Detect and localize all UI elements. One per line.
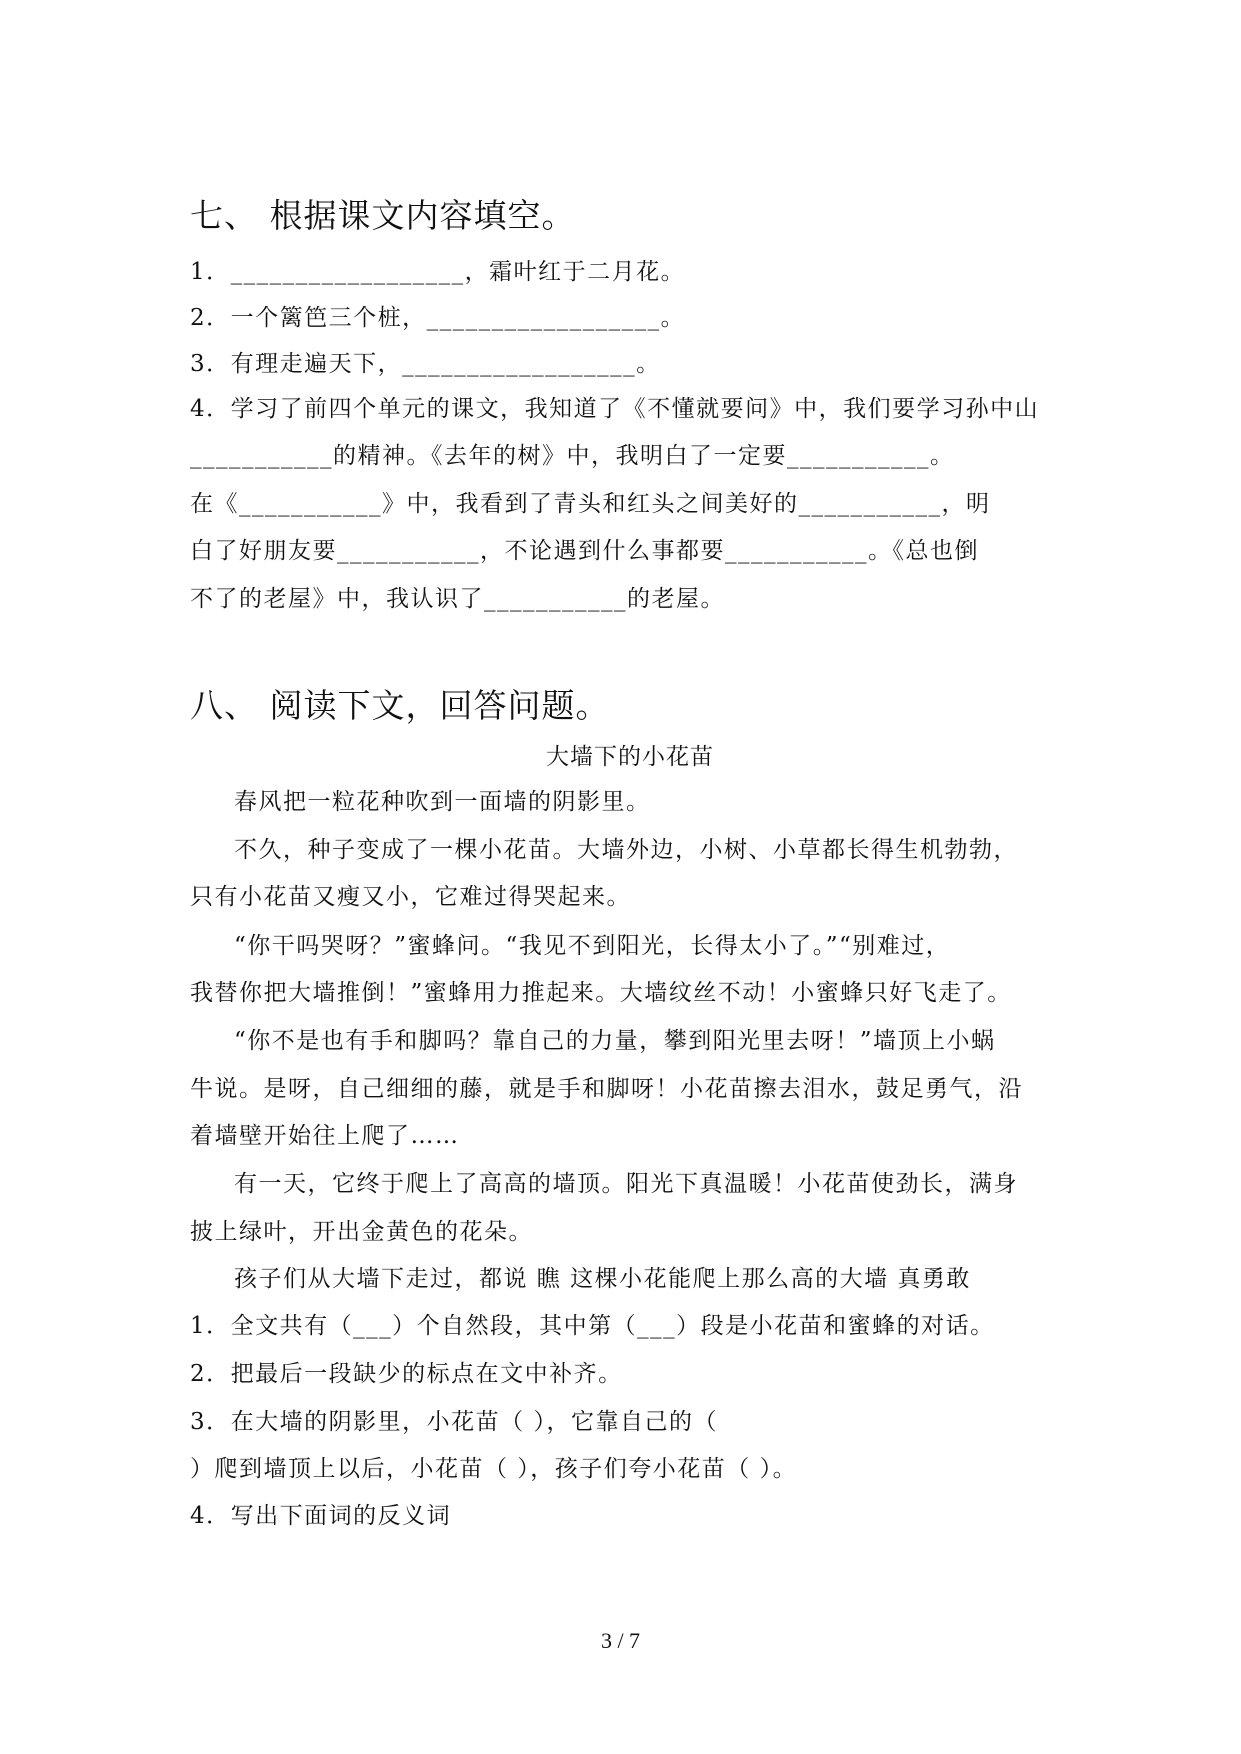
story-paragraph-line: 不久，种子变成了一棵小花苗。大墙外边，小树、小草都长得生机勃勃， <box>234 837 1018 863</box>
story-paragraph-line: “你干吗哭呀？”蜜蜂问。“我见不到阳光，长得太小了。”“别难过， <box>234 933 951 959</box>
question-line: 4．写出下面词的反义词 <box>190 1503 452 1529</box>
story-paragraph-line: 牛说。是呀，自己细细的藤，就是手和脚呀！小花苗擦去泪水，鼓足勇气，沿 <box>190 1076 1023 1102</box>
story-paragraph-line: 春风把一粒花种吹到一面墙的阴影里。 <box>234 789 651 815</box>
question-line: 2．把最后一段缺少的标点在文中补齐。 <box>190 1361 623 1387</box>
story-paragraph-line: 孩子们从大墙下走过，都说 瞧 这棵小花能爬上那么高的大墙 真勇敢 <box>234 1266 971 1292</box>
fill-blank-line: 2．一个篱笆三个桩，__________________。 <box>190 305 686 331</box>
question-line: 1．全文共有（___）个自然段，其中第（___）段是小花苗和蜜蜂的对话。 <box>190 1313 995 1339</box>
page-number: 3 / 7 <box>600 1628 641 1653</box>
section-7-title: 七、 根据课文内容填空。 <box>190 196 576 235</box>
story-paragraph-line: “你不是也有手和脚吗？靠自己的力量，攀到阳光里去呀！”墙顶上小蜗 <box>234 1028 996 1054</box>
fill-blank-line: 在《___________》中，我看到了青头和红头之间美好的___________，明 <box>190 491 991 517</box>
fill-blank-line: ___________的精神。《去年的树》中，我明白了一定要___________。 <box>190 443 955 469</box>
fill-blank-line: 1．__________________，霜叶红于二月花。 <box>190 259 686 285</box>
story-paragraph-line: 我替你把大墙推倒！”蜜蜂用力推起来。大墙纹丝不动！小蜜蜂只好飞走了。 <box>190 980 1012 1006</box>
fill-blank-line: 不了的老屋》中，我认识了___________的老屋。 <box>190 586 725 612</box>
story-paragraph-line: 有一天，它终于爬上了高高的墙顶。阳光下真温暖！小花苗使劲长，满身 <box>234 1171 1018 1197</box>
story-paragraph-line: 只有小花苗又瘦又小，它难过得哭起来。 <box>190 884 631 910</box>
story-title: 大墙下的小花苗 <box>546 744 714 770</box>
question-line: ）爬到墙顶上以后，小花苗（ ），孩子们夸小花苗（ ）。 <box>190 1456 798 1482</box>
section-8-title: 八、 阅读下文，回答问题。 <box>190 686 610 725</box>
story-paragraph-line: 披上绿叶，开出金黄色的花朵。 <box>190 1219 533 1245</box>
story-paragraph-line: 着墙壁开始往上爬了…… <box>190 1123 460 1149</box>
fill-blank-line: 白了好朋友要___________，不论遇到什么事都要___________。《总也倒 <box>190 538 979 564</box>
question-line: 3．在大墙的阴影里，小花苗（ ），它靠自己的（ <box>190 1409 718 1435</box>
fill-blank-line: 4．学习了前四个单元的课文，我知道了《不懂就要问》中，我们要学习孙中山 <box>190 396 1040 422</box>
document-page <box>190 0 1070 1754</box>
fill-blank-line: 3．有理走遍天下，__________________。 <box>190 351 661 377</box>
